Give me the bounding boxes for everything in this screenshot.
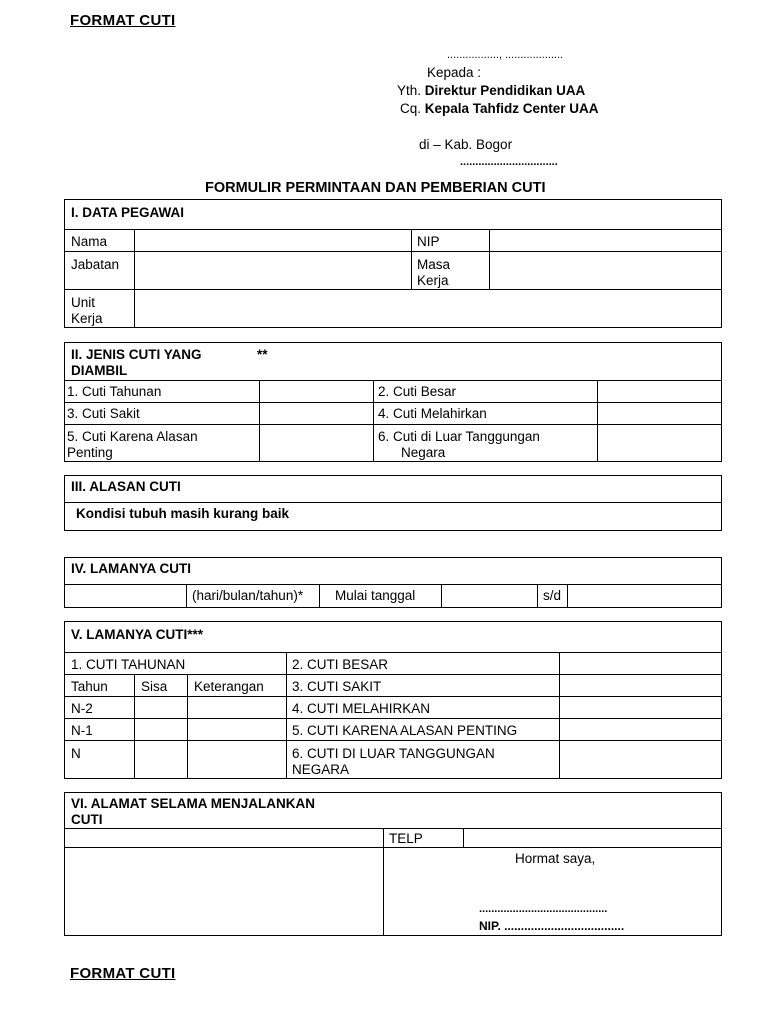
cq-line — [400, 100, 599, 117]
mulai-tanggal: Mulai tanggal — [335, 588, 416, 603]
cuti-tahunan: 1. Cuti Tahunan — [67, 384, 162, 399]
format-title-top: FORMAT CUTI — [70, 12, 176, 29]
catatan-cuti-luar-tanggungan: 6. CUTI DI LUAR TANGGUNGAN — [292, 746, 495, 761]
catatan-cuti-alasan-penting: 5. CUTI KARENA ALASAN PENTING — [292, 723, 518, 738]
label-unit-kerja: Kerja — [71, 311, 103, 326]
signature-nip: NIP. .................................... — [479, 919, 625, 933]
label-nama: Nama — [71, 234, 108, 249]
location-dots: ................................ — [460, 156, 558, 168]
form-title: FORMULIR PERMINTAAN DAN PEMBERIAN CUTI — [205, 180, 546, 196]
cuti-sakit: 3. Cuti Sakit — [67, 406, 140, 421]
section5-title: V. LAMANYA CUTI*** — [71, 627, 204, 642]
cuti-alasan-penting-2: Penting — [67, 445, 113, 460]
cuti-luar-tanggungan: 6. Cuti di Luar Tanggungan — [378, 429, 540, 444]
cq-prefix: Cq. — [400, 101, 422, 116]
cuti-besar: 2. Cuti Besar — [378, 384, 457, 399]
label-jabatan: Jabatan — [71, 257, 120, 272]
section6-title-2: CUTI — [71, 812, 103, 827]
yth-name: Direktur Pendidikan UAA — [424, 83, 586, 98]
section-alamat-cuti — [64, 792, 722, 936]
cuti-alasan-penting: 5. Cuti Karena Alasan — [67, 429, 198, 444]
catatan-cuti-sakit: 3. CUTI SAKIT — [292, 679, 382, 694]
col-sisa: Sisa — [141, 679, 168, 694]
catatan-cuti-melahirkan: 4. CUTI MELAHIRKAN — [292, 701, 431, 716]
catatan-cuti-besar: 2. CUTI BESAR — [292, 657, 389, 672]
signature-dots: .......................................... — [479, 903, 608, 915]
section2-title: II. JENIS CUTI YANG — [71, 347, 202, 362]
col-tahun: Tahun — [71, 679, 108, 694]
format-title-bottom: FORMAT CUTI — [70, 965, 176, 982]
label-unit: Unit — [71, 295, 96, 310]
cq-name: Kepala Tahfidz Center UAA — [424, 101, 599, 116]
place-date: ................., ................... — [447, 49, 564, 61]
lama-unit: (hari/bulan/tahun)* — [192, 588, 304, 603]
location-line: di – Kab. Bogor — [419, 137, 513, 152]
cuti-luar-tanggungan-2: Negara — [401, 445, 446, 460]
section2-stars: ** — [257, 347, 268, 362]
cuti-melahirkan: 4. Cuti Melahirkan — [378, 406, 487, 421]
section3-title: III. ALASAN CUTI — [71, 479, 181, 494]
yth-prefix: Yth. — [397, 83, 422, 98]
cuti-tahunan-header: 1. CUTI TAHUNAN — [71, 657, 186, 672]
section2-title-2: DIAMBIL — [71, 363, 128, 378]
alasan-value: Kondisi tubuh masih kurang baik — [76, 506, 290, 521]
row-n: N — [71, 746, 81, 761]
hormat-saya: Hormat saya, — [515, 851, 596, 866]
label-masa: Masa — [417, 257, 451, 272]
recipient-line — [397, 82, 585, 99]
catatan-cuti-luar-tanggungan-2: NEGARA — [292, 762, 350, 777]
section6-title: VI. ALAMAT SELAMA MENJALANKAN — [71, 796, 315, 811]
label-kerja: Kerja — [417, 273, 449, 288]
section1-title: I. DATA PEGAWAI — [71, 205, 185, 220]
label-nip: NIP — [417, 234, 440, 249]
kepada-label: Kepada : — [427, 65, 482, 80]
sampai-dengan: s/d — [543, 588, 562, 603]
section4-title: IV. LAMANYA CUTI — [71, 561, 192, 576]
row-n1: N-1 — [71, 723, 93, 738]
col-keterangan: Keterangan — [194, 679, 264, 694]
row-n2: N-2 — [71, 701, 93, 716]
label-telp: TELP — [389, 831, 423, 846]
